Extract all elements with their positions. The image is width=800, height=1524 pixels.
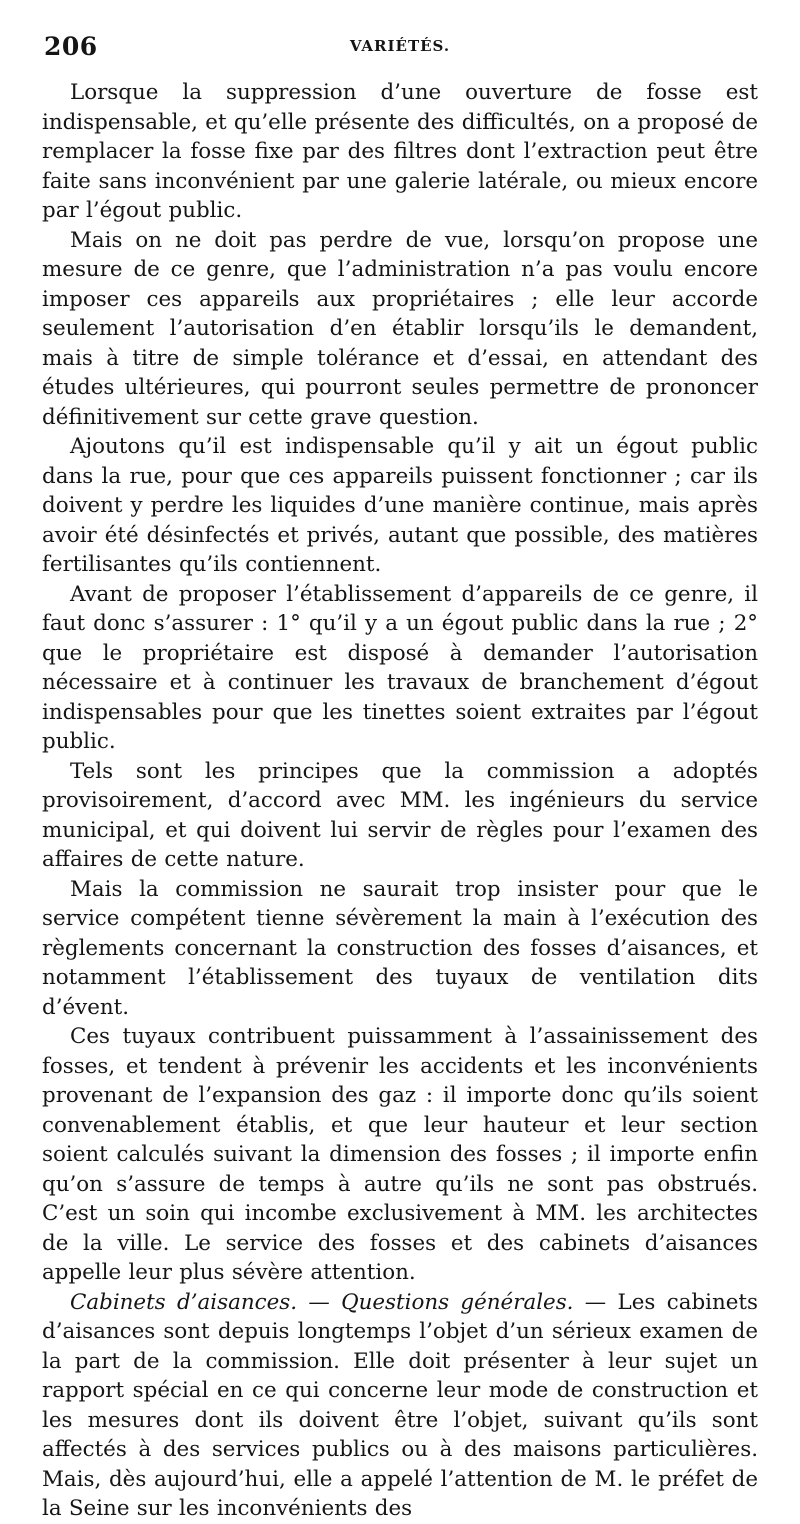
paragraph-administration: Mais on ne doit pas perdre de vue, lorsqu’on propose une mesure de ce genre, que l’administration n’a pas voulu encore imposer ces appareils aux propriétaires ; elle leur accorde seulement l’autorisation d’en établir lorsqu’ils le demandent, mais à titre de simple tolérance et d’essai, en attendant des études ultérieures, qui pourront seules permettre de prononcer définitivement sur cette grave question.	[42, 227, 758, 430]
paragraph-ouverture-fosse: Lorsque la suppression d’une ouverture de fosse est indispensable, et qu’elle présente des difficultés, on a proposé de remplacer la fosse fixe par des filtres dont l’extraction peut être faite sans inconvénient par une galerie latérale, ou mieux encore par l’égout public.	[42, 80, 758, 223]
paragraph-reglements: Mais la commission ne saurait trop insister pour que le service compétent tienne sévèrement la main à l’exécution des règlements concernant la construction des fosses d’aisances, et notamment l’établissement des tuyaux de ventilation dits d’évent.	[42, 876, 758, 1020]
section-run-in-heading: Cabinets d’aisances. — Questions générales. —	[70, 1289, 607, 1315]
paragraph-tuyaux-event: Ces tuyaux contribuent puissamment à l’assainissement des fosses, et tendent à prévenir les accidents et les inconvénients provenant de l’expansion des gaz : il importe donc qu’ils soient convenablement établis, et que leur hauteur et leur section soient calculés suivant la dimension des fosses ; il importe enfin qu’on s’assure de temps à autre qu’ils ne sont pas obstrués. C’est un soin qui incombe exclusivement à MM. les architectes de la ville. Le service des fosses et des cabinets d’aisances appelle leur plus sévère attention.	[42, 1024, 758, 1285]
paragraph-principes: Tels sont les principes que la commission a adoptés provisoirement, d’accord avec MM. les ingénieurs du service municipal, et qui doivent lui servir de règles pour l’examen des affaires de cette nature.	[42, 758, 758, 872]
running-header	[42, 32, 758, 66]
paragraph-conditions: Avant de proposer l’établissement d’appareils de ce genre, il faut donc s’assurer : 1° qu’il y a un égout public dans la rue ; 2° que le propriétaire est disposé à demander l’autorisation nécessaire et à continuer les travaux de branchement d’égout indispensables pour que les tinettes soient extraites par l’égout public.	[42, 581, 758, 754]
page-number: 206	[44, 32, 98, 61]
section-title: VARIÉTÉS.	[349, 37, 451, 55]
paragraph-cabinets-aisances	[42, 1288, 758, 1524]
paragraph-cabinets-body: Les cabinets d’aisances sont depuis longtemps l’objet d’un sérieux examen de la part de la commission. Elle doit présenter à leur sujet un rapport spécial en ce qui concerne leur mode de construction et les mesures dont ils doivent être l’objet, suivant qu’ils sont affectés à des services publics ou à des maisons particulières. Mais, dès aujourd’hui, elle a appelé l’attention de M. le préfet de la Seine sur les inconvénients des	[42, 1289, 758, 1521]
body-text	[42, 78, 758, 1524]
paragraph-egout-public: Ajoutons qu’il est indispensable qu’il y ait un égout public dans la rue, pour que ces appareils puissent fonctionner ; car ils doivent y perdre les liquides d’une manière continue, mais après avoir été désinfectés et privés, autant que possible, des matières fertilisantes qu’ils contiennent.	[42, 434, 758, 577]
